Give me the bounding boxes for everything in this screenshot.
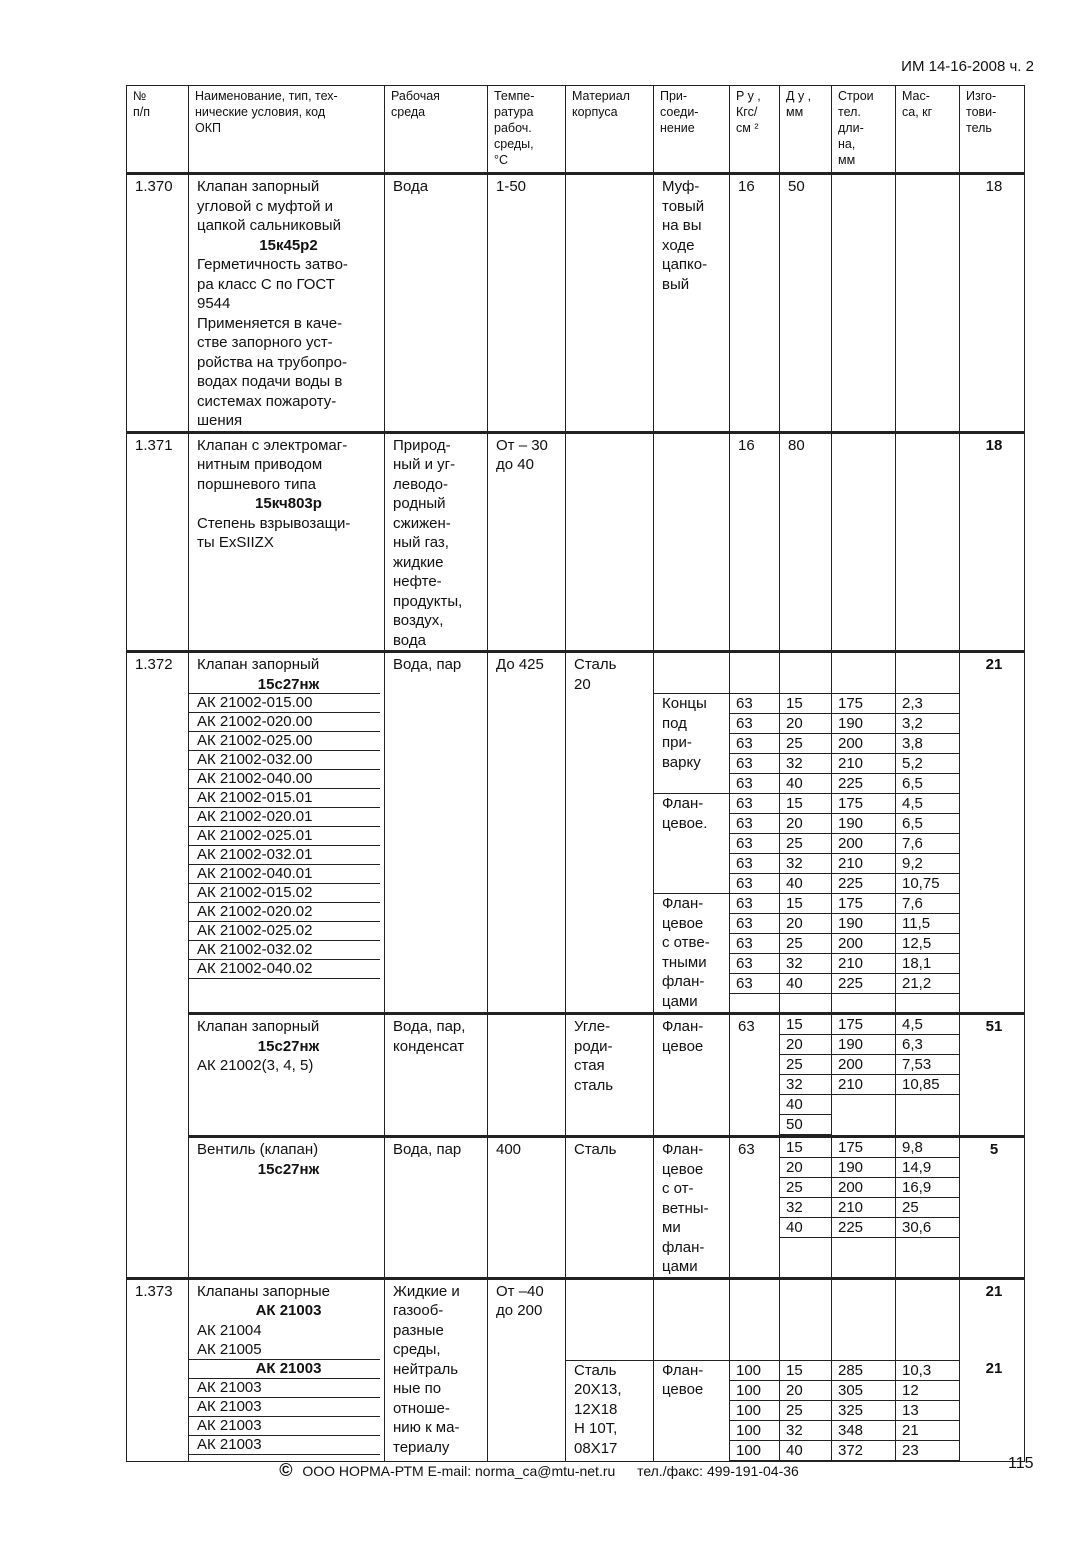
row-medium: Жидкие и газооб- разные среды, нейтраль ные по отноше- нию к ма- териалу bbox=[385, 1278, 488, 1461]
col-header-py: P у , Кгс/ см ² bbox=[730, 86, 780, 174]
py-value: 63 bbox=[730, 874, 779, 894]
row-py: 63 bbox=[730, 1014, 780, 1137]
mass-value: 2,3 bbox=[896, 694, 959, 714]
variant-code: АК 21002-032.00 bbox=[189, 750, 380, 770]
dy-value: 40 bbox=[780, 974, 831, 994]
col-header-medium: Рабочая среда bbox=[385, 86, 488, 174]
row-maker-value-2: 21 bbox=[985, 1360, 1003, 1377]
row-name bbox=[189, 174, 385, 433]
mass-value: 10,85 bbox=[896, 1075, 959, 1095]
row-dy bbox=[780, 1014, 832, 1137]
mass-value: 4,5 bbox=[896, 794, 959, 814]
row-length bbox=[832, 652, 896, 1014]
dy-value: 20 bbox=[780, 1381, 831, 1401]
dy-value: 32 bbox=[780, 854, 831, 874]
row-material bbox=[566, 174, 654, 433]
length-value: 210 bbox=[832, 754, 895, 774]
length-value: 348 bbox=[832, 1421, 895, 1441]
row-type-code: 15к45р2 bbox=[259, 236, 318, 254]
footer-email: E-mail: norma_ca@mtu-net.ru bbox=[427, 1463, 616, 1479]
variant-code: АК 21003 bbox=[189, 1435, 380, 1455]
row-maker: 5 bbox=[960, 1137, 1025, 1279]
py-value: 63 bbox=[730, 794, 779, 814]
length-value: 175 bbox=[832, 894, 895, 914]
row-mass bbox=[896, 1278, 960, 1461]
connection-group-flange: Флан- цевое. bbox=[654, 794, 729, 894]
row-material: Угле- роди- стая сталь bbox=[566, 1014, 654, 1137]
dy-value: 25 bbox=[780, 1055, 831, 1075]
length-value: 200 bbox=[832, 934, 895, 954]
row-maker bbox=[960, 1278, 1025, 1461]
dy-value: 25 bbox=[780, 1401, 831, 1421]
mass-value: 10,3 bbox=[896, 1361, 959, 1381]
row-maker: 51 bbox=[960, 1014, 1025, 1137]
mass-value: 21 bbox=[896, 1421, 959, 1441]
length-value: 190 bbox=[832, 1035, 895, 1055]
row-number: 1.371 bbox=[127, 432, 189, 652]
row-material: Сталь bbox=[566, 1137, 654, 1279]
col-header-material: Материал корпуса bbox=[566, 86, 654, 174]
mass-value: 12 bbox=[896, 1381, 959, 1401]
table-row-1370 bbox=[127, 174, 1025, 433]
length-value: 200 bbox=[832, 834, 895, 854]
dy-value: 40 bbox=[780, 1095, 831, 1115]
row-connection: Флан- цевое с от- ветны- ми флан- цами bbox=[654, 1137, 730, 1279]
row-connection bbox=[654, 1278, 730, 1461]
row-number: 1.370 bbox=[127, 174, 189, 433]
row-temp bbox=[488, 1014, 566, 1137]
valves-table bbox=[126, 85, 1025, 1462]
dy-value: 20 bbox=[780, 714, 831, 734]
py-value: 63 bbox=[730, 774, 779, 794]
row-material-text: Сталь 20Х13, 12Х18 Н 10Т, 08Х17 bbox=[574, 1361, 622, 1457]
dy-value: 25 bbox=[780, 834, 831, 854]
length-value: 200 bbox=[832, 734, 895, 754]
mass-value: 6,5 bbox=[896, 814, 959, 834]
row-name-notes: АК 21002(3, 4, 5) bbox=[197, 1057, 314, 1074]
py-value: 63 bbox=[730, 914, 779, 934]
length-value: 175 bbox=[832, 694, 895, 714]
mass-value: 11,5 bbox=[896, 914, 959, 934]
py-value: 63 bbox=[730, 834, 779, 854]
mass-value: 21,2 bbox=[896, 974, 959, 994]
page-number: 115 bbox=[1008, 1455, 1034, 1472]
row-dy bbox=[780, 652, 832, 1014]
row-name bbox=[189, 432, 385, 652]
py-value: 63 bbox=[730, 854, 779, 874]
mass-value: 9,8 bbox=[896, 1138, 959, 1158]
length-value: 372 bbox=[832, 1441, 895, 1461]
row-mass bbox=[896, 1014, 960, 1137]
col-header-mass: Мас- са, кг bbox=[896, 86, 960, 174]
dy-value: 15 bbox=[780, 894, 831, 914]
row-name-text: Вентиль (клапан) bbox=[197, 1141, 319, 1158]
row-maker-value: 21 bbox=[985, 1282, 1003, 1300]
row-dy: 50 bbox=[780, 174, 832, 433]
row-temp: От –40 до 200 bbox=[488, 1278, 566, 1461]
row-maker: 18 bbox=[960, 174, 1025, 433]
py-value: 100 bbox=[730, 1441, 779, 1461]
connection-group-weld: Концы под при- варку bbox=[654, 694, 729, 794]
variant-code: АК 21002-025.00 bbox=[189, 731, 380, 751]
length-value: 175 bbox=[832, 1015, 895, 1035]
variant-code: АК 21003 bbox=[189, 1416, 380, 1436]
row-py bbox=[730, 1278, 780, 1461]
dy-value: 25 bbox=[780, 934, 831, 954]
row-medium: Вода, пар bbox=[385, 1137, 488, 1279]
length-value: 210 bbox=[832, 1198, 895, 1218]
col-header-connection: При- соеди- нение bbox=[654, 86, 730, 174]
mass-value: 6,5 bbox=[896, 774, 959, 794]
variant-code: АК 21002-032.01 bbox=[189, 845, 380, 865]
dy-value: 15 bbox=[780, 694, 831, 714]
variant-code: АК 21003 bbox=[189, 1397, 380, 1417]
row-maker: 21 bbox=[960, 652, 1025, 1014]
length-value: 175 bbox=[832, 794, 895, 814]
col-header-length: Строи тел. дли- на, мм bbox=[832, 86, 896, 174]
row-name-text: Клапан запорный bbox=[197, 1018, 320, 1035]
col-header-temp: Темпе- ратура рабоч. среды, °С bbox=[488, 86, 566, 174]
py-value: 63 bbox=[730, 934, 779, 954]
col-header-maker: Изго- тови- тель bbox=[960, 86, 1025, 174]
row-type-code: 15с27нж bbox=[257, 1160, 320, 1178]
row-name-text: Клапан запорный bbox=[197, 656, 320, 673]
length-value: 200 bbox=[832, 1055, 895, 1075]
variant-code: АК 21002-015.00 bbox=[189, 693, 380, 713]
py-value: 63 bbox=[730, 734, 779, 754]
table-header-row bbox=[127, 86, 1025, 174]
mass-value: 10,75 bbox=[896, 874, 959, 894]
row-length bbox=[832, 1278, 896, 1461]
row-mass bbox=[896, 652, 960, 1014]
variant-code: АК 21002-040.02 bbox=[189, 959, 380, 979]
dy-value: 15 bbox=[780, 1361, 831, 1381]
row-number: 1.373 bbox=[127, 1278, 189, 1461]
dy-value: 40 bbox=[780, 774, 831, 794]
dy-value: 32 bbox=[780, 954, 831, 974]
variant-code-list bbox=[197, 1359, 380, 1455]
row-maker: 18 bbox=[960, 432, 1025, 652]
py-value: 63 bbox=[730, 974, 779, 994]
col-header-dy: Д у , мм bbox=[780, 86, 832, 174]
row-py bbox=[730, 652, 780, 1014]
row-length bbox=[832, 432, 896, 652]
row-mass bbox=[896, 432, 960, 652]
py-value: 63 bbox=[730, 754, 779, 774]
row-temp: От – 30 до 40 bbox=[488, 432, 566, 652]
mass-value: 7,6 bbox=[896, 834, 959, 854]
py-value: 63 bbox=[730, 894, 779, 914]
row-type-code: 15с27нж bbox=[257, 675, 320, 693]
row-dy bbox=[780, 1137, 832, 1279]
py-value: 63 bbox=[730, 714, 779, 734]
connection-group-counterflange: Флан- цевое с отве- тными флан- цами bbox=[662, 895, 710, 1010]
row-material bbox=[566, 1278, 654, 1461]
col-header-num: № п/п bbox=[127, 86, 189, 174]
length-value: 190 bbox=[832, 814, 895, 834]
table-row-1372 bbox=[127, 652, 1025, 1014]
row-material: Сталь 20 bbox=[566, 652, 654, 1014]
py-value: 100 bbox=[730, 1401, 779, 1421]
length-value: 190 bbox=[832, 1158, 895, 1178]
row-name-text: Клапаны запорные bbox=[197, 1282, 330, 1300]
row-name bbox=[189, 1014, 385, 1137]
mass-value: 16,9 bbox=[896, 1178, 959, 1198]
variant-code: АК 21002-040.01 bbox=[189, 864, 380, 884]
dy-value: 50 bbox=[780, 1115, 831, 1135]
mass-value: 9,2 bbox=[896, 854, 959, 874]
row-mass bbox=[896, 1137, 960, 1279]
dy-value: 20 bbox=[780, 814, 831, 834]
footer-phone: тел./факс: 499-191-04-36 bbox=[637, 1463, 799, 1479]
table-row-1372-b bbox=[127, 1014, 1025, 1137]
dy-value: 32 bbox=[780, 1421, 831, 1441]
mass-value: 5,2 bbox=[896, 754, 959, 774]
variant-code: АК 21002-025.01 bbox=[189, 826, 380, 846]
mass-value: 13 bbox=[896, 1401, 959, 1421]
mass-value: 7,53 bbox=[896, 1055, 959, 1075]
row-length bbox=[832, 1137, 896, 1279]
variant-code: АК 21002-032.02 bbox=[189, 940, 380, 960]
py-value: 100 bbox=[730, 1361, 779, 1381]
variant-code-list bbox=[197, 693, 380, 979]
variant-code: АК 21002-015.02 bbox=[189, 883, 380, 903]
row-name-text: Клапан запорный угловой с муфтой и цапкой сальниковый bbox=[197, 178, 341, 234]
dy-value: 20 bbox=[780, 1158, 831, 1178]
variant-code: АК 21002-020.01 bbox=[189, 807, 380, 827]
row-type-code: 15с27нж bbox=[257, 1037, 320, 1055]
row-py: 63 bbox=[730, 1137, 780, 1279]
row-connection bbox=[654, 432, 730, 652]
row-connection-text: Флан- цевое bbox=[662, 1361, 704, 1398]
row-name-notes: Степень взрывозащи- ты ExSIIZX bbox=[197, 514, 351, 551]
mass-value: 4,5 bbox=[896, 1015, 959, 1035]
length-value: 225 bbox=[832, 874, 895, 894]
length-value: 210 bbox=[832, 1075, 895, 1095]
row-medium: Природ- ный и уг- леводо- родный сжижен- ный газ, жидкие нефте- продукты, воздух, вода bbox=[385, 432, 488, 652]
variant-code: АК 21002-025.02 bbox=[189, 921, 380, 941]
mass-value: 6,3 bbox=[896, 1035, 959, 1055]
row-name-notes: Герметичность затво- ра класс С по ГОСТ 9544 Применяется в каче- стве запорного уст- ройства на трубопро- водах подачи воды в системах пожароту- шения bbox=[197, 256, 348, 429]
py-value: 63 bbox=[730, 694, 779, 714]
dy-value: 32 bbox=[780, 1075, 831, 1095]
table-row-1372-c bbox=[127, 1137, 1025, 1279]
dy-value: 15 bbox=[780, 1015, 831, 1035]
row-name-notes: АК 21004 АК 21005 bbox=[197, 1321, 262, 1358]
py-value: 63 bbox=[730, 954, 779, 974]
variant-code: АК 21002-020.00 bbox=[189, 712, 380, 732]
length-value: 200 bbox=[832, 1178, 895, 1198]
row-length bbox=[832, 1014, 896, 1137]
row-name bbox=[189, 1137, 385, 1279]
length-value: 210 bbox=[832, 854, 895, 874]
dy-value: 15 bbox=[780, 794, 831, 814]
mass-value: 12,5 bbox=[896, 934, 959, 954]
py-value: 63 bbox=[730, 814, 779, 834]
row-type-code: АК 21003 bbox=[255, 1302, 322, 1319]
length-value: 225 bbox=[832, 1218, 895, 1238]
length-value: 325 bbox=[832, 1401, 895, 1421]
mass-value: 23 bbox=[896, 1441, 959, 1461]
dy-value: 25 bbox=[780, 734, 831, 754]
dy-value: 40 bbox=[780, 1218, 831, 1238]
table-row-1373 bbox=[127, 1278, 1025, 1461]
variant-code: АК 21002-020.02 bbox=[189, 902, 380, 922]
dy-value: 20 bbox=[780, 1035, 831, 1055]
py-value: 100 bbox=[730, 1381, 779, 1401]
variant-code: АК 21002-015.01 bbox=[189, 788, 380, 808]
mass-value: 14,9 bbox=[896, 1158, 959, 1178]
col-header-name: Наименование, тип, тех- нические условия, код ОКП bbox=[189, 86, 385, 174]
length-value: 190 bbox=[832, 914, 895, 934]
mass-value: 30,6 bbox=[896, 1218, 959, 1238]
variant-code: АК 21002-040.00 bbox=[189, 769, 380, 789]
page-footer bbox=[0, 1460, 1078, 1481]
row-py: 16 bbox=[730, 432, 780, 652]
row-temp: До 425 bbox=[488, 652, 566, 1014]
row-temp: 1-50 bbox=[488, 174, 566, 433]
mass-value: 3,2 bbox=[896, 714, 959, 734]
length-value: 305 bbox=[832, 1381, 895, 1401]
py-value: 100 bbox=[730, 1421, 779, 1441]
length-value: 285 bbox=[832, 1361, 895, 1381]
mass-value: 18,1 bbox=[896, 954, 959, 974]
mass-value: 7,6 bbox=[896, 894, 959, 914]
document-code: ИМ 14-16-2008 ч. 2 bbox=[901, 58, 1034, 75]
row-medium: Вода, пар, конденсат bbox=[385, 1014, 488, 1137]
row-connection: Флан- цевое bbox=[654, 1014, 730, 1137]
row-name bbox=[189, 1278, 385, 1461]
row-name-text: Клапан с электромаг- нитным приводом поршневого типа bbox=[197, 436, 348, 493]
length-value: 225 bbox=[832, 974, 895, 994]
mass-value: 25 bbox=[896, 1198, 959, 1218]
row-mass bbox=[896, 174, 960, 433]
row-length bbox=[832, 174, 896, 433]
row-connection bbox=[654, 652, 730, 1014]
row-medium: Вода bbox=[385, 174, 488, 433]
length-value: 225 bbox=[832, 774, 895, 794]
copyright-icon: © bbox=[279, 1460, 293, 1480]
row-dy bbox=[780, 1278, 832, 1461]
row-type-code: 15кч803р bbox=[255, 495, 322, 512]
dy-value: 32 bbox=[780, 754, 831, 774]
row-temp: 400 bbox=[488, 1137, 566, 1279]
dy-value: 40 bbox=[780, 874, 831, 894]
dy-value: 15 bbox=[780, 1138, 831, 1158]
row-py: 16 bbox=[730, 174, 780, 433]
dy-value: 40 bbox=[780, 1441, 831, 1461]
length-value: 210 bbox=[832, 954, 895, 974]
variant-code-heading: АК 21003 bbox=[189, 1359, 380, 1379]
variant-code: АК 21003 bbox=[189, 1378, 380, 1398]
row-medium: Вода, пар bbox=[385, 652, 488, 1014]
dy-value: 32 bbox=[780, 1198, 831, 1218]
footer-org: ООО НОРМА-РТМ bbox=[302, 1463, 424, 1479]
row-material bbox=[566, 432, 654, 652]
row-name bbox=[189, 652, 385, 1014]
length-value: 190 bbox=[832, 714, 895, 734]
length-value: 175 bbox=[832, 1138, 895, 1158]
row-connection: Муф- товый на вы ходе цапко- вый bbox=[654, 174, 730, 433]
table-row-1371 bbox=[127, 432, 1025, 652]
row-dy: 80 bbox=[780, 432, 832, 652]
mass-value: 3,8 bbox=[896, 734, 959, 754]
dy-value: 20 bbox=[780, 914, 831, 934]
row-number: 1.372 bbox=[127, 652, 189, 1279]
dy-value: 25 bbox=[780, 1178, 831, 1198]
